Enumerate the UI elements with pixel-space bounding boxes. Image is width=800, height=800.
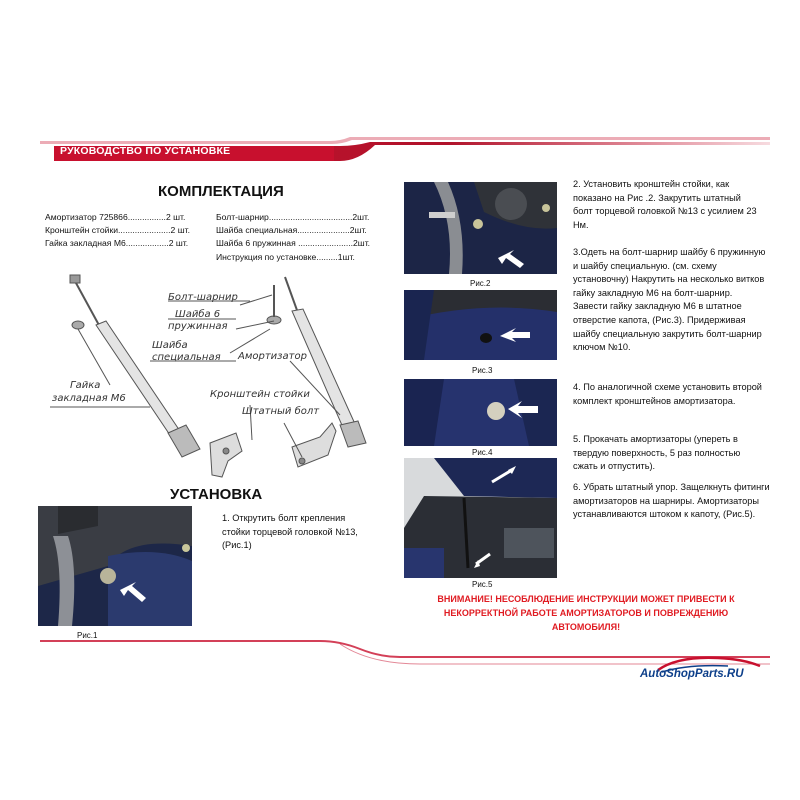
caption-fig1: Рис.1 xyxy=(77,631,98,640)
photo-fig4 xyxy=(404,379,557,446)
kit-title: КОМПЛЕКТАЦИЯ xyxy=(158,183,284,200)
kit-item: Шайба 6 пружинная .......................2шт. xyxy=(216,238,371,249)
label-nut-m6: закладная М6 xyxy=(52,393,126,404)
photo-fig2 xyxy=(404,182,557,274)
kit-item: Кронштейн стойки......................2 шт. xyxy=(45,225,190,236)
caption-fig4: Рис.4 xyxy=(472,448,493,457)
kit-item: Гайка закладная М6..................2 шт. xyxy=(45,238,189,249)
kit-item: Шайба специальная......................2шт. xyxy=(216,225,367,236)
right-bracket xyxy=(292,423,336,467)
step-2: 2. Установить кронштейн стойки, как показано на Рис .2. Закрутить штатный болт торцевой головкой №13 с усилием 23 Нм. xyxy=(573,179,757,230)
kit-list-right xyxy=(216,211,370,264)
page-title: РУКОВОДСТВО ПО УСТАНОВКЕ xyxy=(60,145,231,157)
step-3: 3.Одеть на болт-шарнир шайбу 6 пружинную и шайбу специальную. (см. схему установочну) Накрутить на несколько витков гайку закладную М6 на болт-шарнир. Завести гайку закладную М6 в штатное отверстие капота, (Рис.3). Придерживая шайбу специальную закрутить болт-шарнир ключом №10. xyxy=(573,247,766,353)
step-6: 6. Убрать штатный упор. Защелкнуть фитинги амортизаторов на шарниры. Амортизаторы устанавливаются штоком к капоту, (Рис.5). xyxy=(573,482,770,520)
install-title: УСТАНОВКА xyxy=(170,486,263,503)
photo-fig3 xyxy=(404,290,557,360)
label-washer-6: Шайба 6 xyxy=(175,309,221,320)
kit-list-left xyxy=(45,211,190,251)
label-washer-6-spring: пружинная xyxy=(168,321,228,332)
kit-item: Инструкция по установке.........1шт. xyxy=(216,251,355,262)
logo[interactable]: AutoShopParts.RU xyxy=(640,668,744,680)
warning-text: ВНИМАНИЕ! НЕСОБЛЮДЕНИЕ ИНСТРУКЦИИ МОЖЕТ ПРИВЕСТИ К НЕКОРРЕКТНОЙ РАБОТЕ АМОРТИЗАТОРОВ И ПОВРЕЖДЕНИЮ АВТОМОБИЛЯ! xyxy=(437,594,735,632)
label-std-bolt: Штатный болт xyxy=(242,406,320,417)
right-shock-absorber xyxy=(267,277,366,447)
label-nut: Гайка xyxy=(70,380,101,391)
photo-fig5 xyxy=(404,458,557,578)
photo-fig1 xyxy=(38,506,192,626)
step-1: 1. Открутить болт крепления стойки торцевой головкой №13, (Рис.1) xyxy=(222,513,358,551)
label-bolt-hinge: Болт-шарнир xyxy=(168,292,238,303)
label-washer-special-2: специальная xyxy=(152,352,221,363)
kit-item: Амортизатор 725866................2 шт. xyxy=(45,212,186,222)
label-shock: Амортизатор xyxy=(238,351,307,362)
caption-fig3: Рис.3 xyxy=(472,366,493,375)
left-bracket xyxy=(210,433,242,477)
step-4: 4. По аналогичной схеме установить второй комплект кронштейнов амортизатора. xyxy=(573,382,762,406)
caption-fig2: Рис.2 xyxy=(470,279,491,288)
caption-fig5: Рис.5 xyxy=(472,580,493,589)
label-washer-special: Шайба xyxy=(152,340,188,351)
step-5: 5. Прокачать амортизаторы (упереть в твердую поверхность, 5 раз полностью сжать и отпустить). xyxy=(573,434,741,472)
label-bracket: Кронштейн стойки xyxy=(210,389,310,400)
kit-item: Болт-шарнир...................................2шт. xyxy=(216,212,370,222)
